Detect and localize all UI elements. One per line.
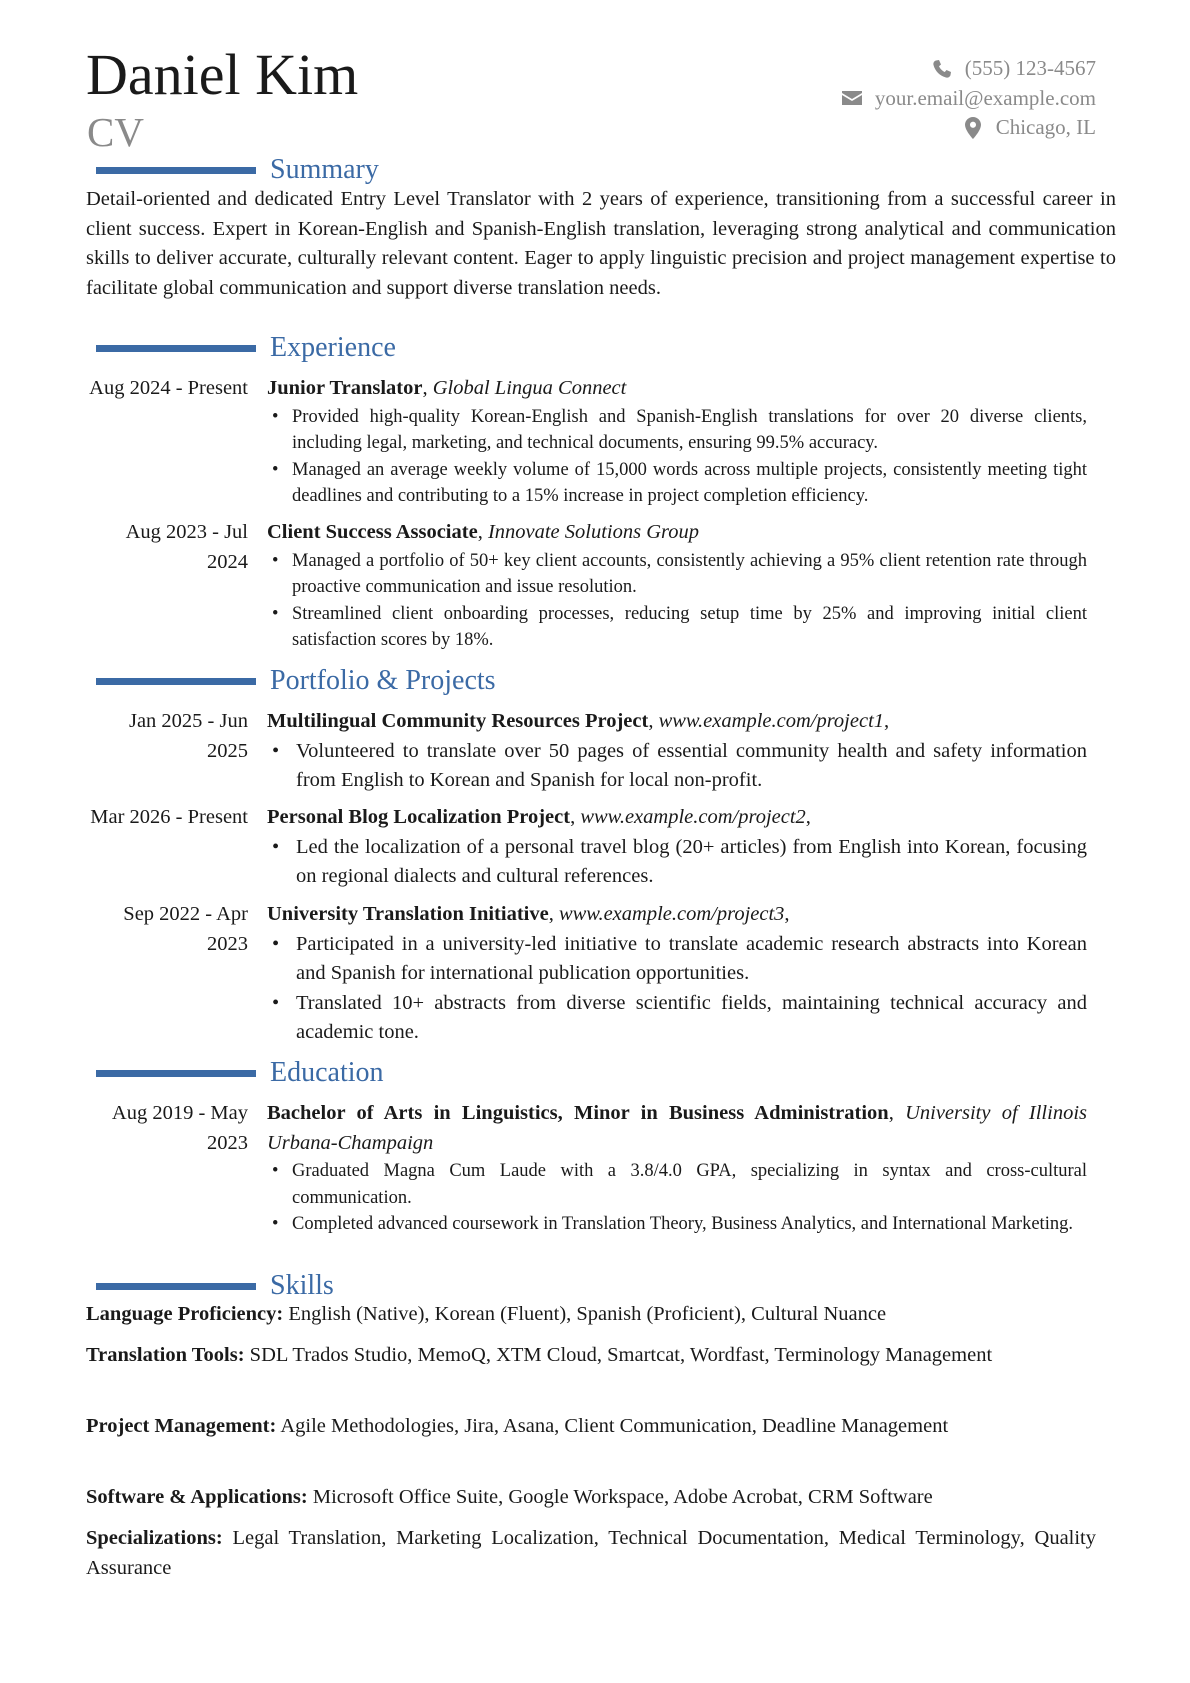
section-title: Education — [270, 1057, 384, 1088]
entry-date: Aug 2023 - Jul 2024 — [125, 521, 248, 573]
phone-text: (555) 123-4567 — [964, 56, 1096, 81]
skill-value: Legal Translation, Marketing Localization, Technical Documentation, Medical Terminology, Quality Assurance — [86, 1527, 1097, 1579]
contact-email — [839, 84, 1096, 114]
skill-value: SDL Trados Studio, MemoQ, XTM Cloud, Smartcat, Wordfast, Terminology Management — [249, 1344, 993, 1366]
summary-text: Detail-oriented and dedicated Entry Level Translator with 2 years of experience, transitioning from a successful career in client success. Expert in Korean-English and Spanish-English translation, leveraging strong analytical and communication skills to deliver accurate, culturally relevant content. Eager to apply linguistic precision and project management expertise to facilitate global communication and support diverse translation needs. — [86, 188, 1116, 299]
job-title: Junior Translator — [267, 377, 423, 399]
bullet-list — [267, 737, 1087, 796]
project-name: Multilingual Community Resources Project — [267, 710, 649, 732]
bullet-item: • Participated in a university-led initiative to translate academic research abstracts into Korean and Spanish for international publication opportunities. — [267, 930, 1087, 989]
bullet-item: • Graduated Magna Cum Laude with a 3.8/4.0 GPA, specializing in syntax and cross-cultural communication. — [267, 1158, 1087, 1211]
bullet-list — [267, 548, 1087, 654]
bullet-item: • Translated 10+ abstracts from diverse scientific fields, maintaining technical accuracy and academic tone. — [267, 989, 1087, 1048]
bullet-item: • Provided high-quality Korean-English and Spanish-English translations for over 20 diverse clients, including legal, marketing, and technical documents, ensuring 99.5% accuracy. — [267, 404, 1087, 457]
bullet-list — [267, 833, 1087, 892]
bullet-list — [267, 1158, 1087, 1238]
skill-line — [86, 1524, 1096, 1583]
section-heading-projects — [96, 663, 496, 699]
skill-line — [86, 1483, 1096, 1513]
section-title: Skills — [270, 1270, 334, 1301]
bullet-item: • Volunteered to translate over 50 pages of essential community health and safety information from English to Korean and Spanish for local non-profit. — [267, 737, 1087, 796]
bullet-list — [267, 404, 1087, 510]
phone-icon — [929, 58, 955, 80]
bullet-item: • Streamlined client onboarding processes, reducing setup time by 25% and improving initial client satisfaction scores by 18%. — [267, 601, 1087, 654]
project-name: Personal Blog Localization Project — [267, 806, 571, 828]
map-marker-icon — [960, 117, 986, 139]
section-title: Experience — [270, 332, 396, 363]
skill-label: Language Proficiency: — [86, 1303, 284, 1325]
document-subtitle: CV — [87, 109, 144, 155]
location-text: Chicago, IL — [995, 115, 1096, 140]
skill-value: Agile Methodologies, Jira, Asana, Client Communication, Deadline Management — [280, 1415, 949, 1437]
entry-heading: University Translation Initiative, www.example.com/project3, — [267, 903, 790, 925]
skill-label: Specializations: — [86, 1527, 223, 1549]
section-accent-bar — [96, 1070, 256, 1077]
entry-date: Jan 2025 - Jun 2025 — [128, 710, 248, 762]
section-title: Portfolio & Projects — [270, 665, 496, 696]
skill-label: Software & Applications: — [86, 1486, 308, 1508]
entry-heading: Client Success Associate, Innovate Solutions Group — [267, 521, 699, 543]
bullet-item: • Completed advanced coursework in Translation Theory, Business Analytics, and International Marketing. — [267, 1211, 1087, 1238]
skill-line — [86, 1412, 1096, 1442]
section-heading-summary — [96, 152, 379, 188]
section-accent-bar — [96, 678, 256, 685]
bullet-item: • Managed a portfolio of 50+ key client accounts, consistently achieving a 95% client retention rate through proactive communication and issue resolution. — [267, 548, 1087, 601]
section-accent-bar — [96, 167, 256, 174]
entry-heading: Bachelor of Arts in Linguistics, Minor in Business Administration, University of Illinois Urbana-Champaign — [267, 1102, 1087, 1154]
contact-block — [839, 54, 1096, 143]
project-link[interactable]: www.example.com/project1 — [658, 710, 885, 732]
project-link[interactable]: www.example.com/project2 — [580, 806, 806, 828]
degree: Bachelor of Arts in Linguistics, Minor in Business Administration — [267, 1102, 889, 1124]
job-title: Client Success Associate — [267, 521, 478, 543]
contact-location — [839, 113, 1096, 143]
section-heading-education — [96, 1055, 384, 1091]
project-link[interactable]: www.example.com/project3 — [558, 903, 785, 925]
entry-heading: Personal Blog Localization Project, www.example.com/project2, — [267, 806, 811, 828]
school: University of Illinois Urbana-Champaign — [267, 1102, 1087, 1154]
bullet-list — [267, 930, 1087, 1048]
contact-phone — [839, 54, 1096, 84]
section-accent-bar — [96, 1283, 256, 1290]
entry-date: Aug 2019 - May 2023 — [111, 1102, 248, 1154]
skill-value: Microsoft Office Suite, Google Workspace, Adobe Acrobat, CRM Software — [312, 1486, 933, 1508]
resume-header — [86, 42, 1096, 157]
skill-label: Project Management: — [86, 1415, 277, 1437]
entry-date: Sep 2022 - Apr 2023 — [123, 903, 248, 955]
bullet-item: • Led the localization of a personal travel blog (20+ articles) from English into Korean, focusing on regional dialects and cultural references. — [267, 833, 1087, 892]
section-title: Summary — [270, 154, 379, 185]
entry-heading: Junior Translator, Global Lingua Connect — [267, 377, 627, 399]
candidate-name: Daniel Kim — [86, 42, 359, 107]
entry-date: Mar 2026 - Present — [90, 806, 248, 828]
section-heading-skills — [96, 1268, 334, 1304]
bullet-item: • Managed an average weekly volume of 15,000 words across multiple projects, consistently meeting tight deadlines and contributing to a 15% increase in project completion efficiency. — [267, 457, 1087, 510]
skill-line — [86, 1341, 1096, 1371]
skill-value: English (Native), Korean (Fluent), Spanish (Proficient), Cultural Nuance — [288, 1303, 887, 1325]
entry-date: Aug 2024 - Present — [89, 377, 248, 399]
section-heading-experience — [96, 330, 396, 366]
section-accent-bar — [96, 345, 256, 352]
skill-label: Translation Tools: — [86, 1344, 245, 1366]
skill-line — [86, 1300, 1096, 1330]
envelope-icon — [839, 87, 865, 109]
entry-heading: Multilingual Community Resources Project, www.example.com/project1, — [267, 710, 890, 732]
email-text: your.email@example.com — [874, 85, 1096, 110]
employer: Global Lingua Connect — [432, 377, 627, 399]
employer: Innovate Solutions Group — [487, 521, 699, 543]
project-name: University Translation Initiative — [267, 903, 549, 925]
